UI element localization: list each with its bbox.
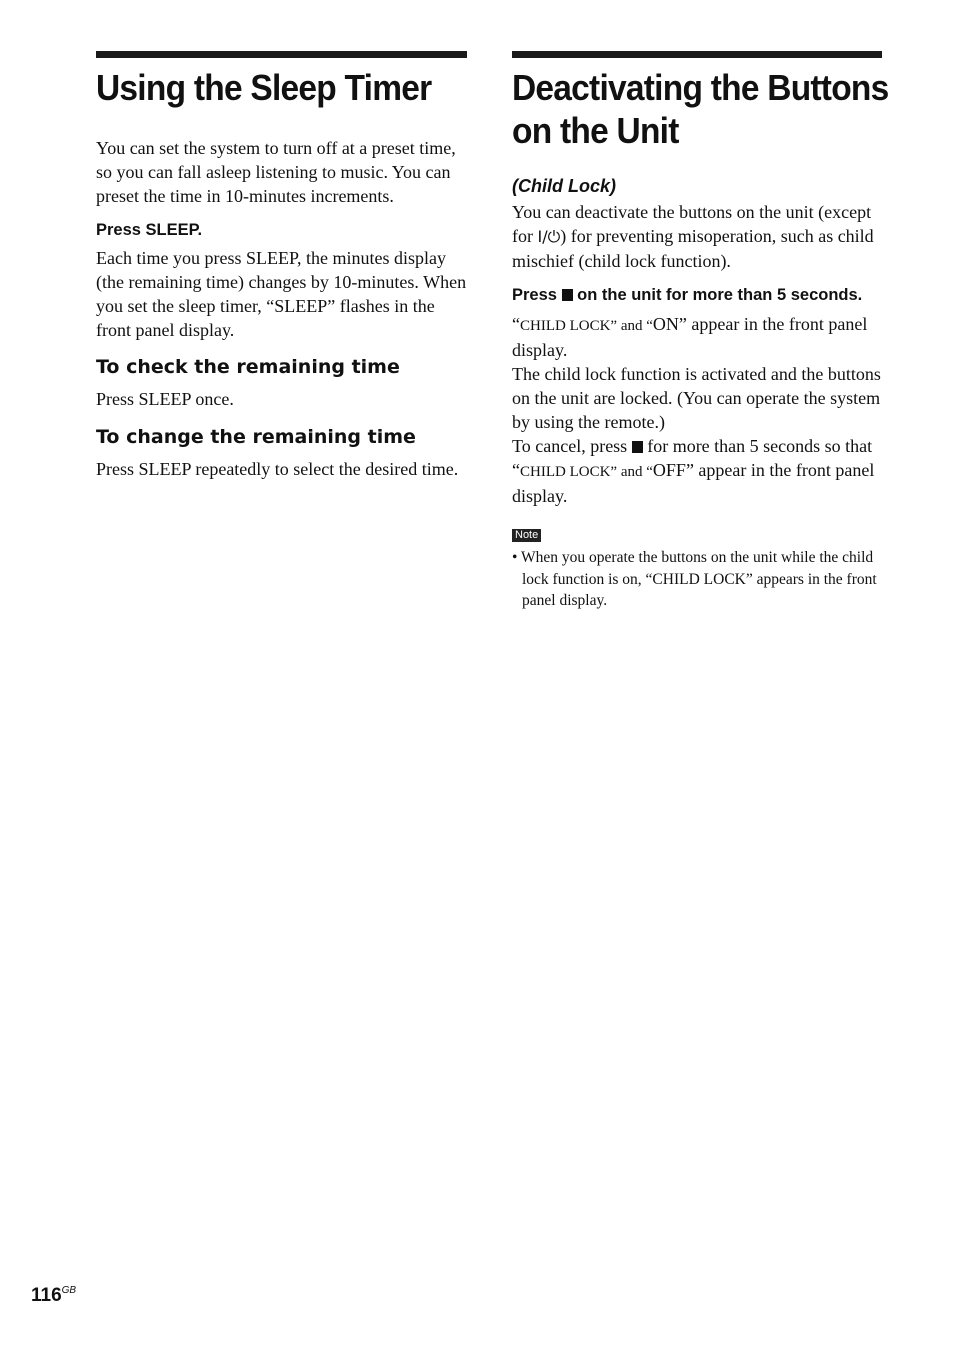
sleep-timer-intro: You can set the system to turn off at a preset time, so you can fall asleep listening to music. You can preset the time in 10-minutes increments. [96, 138, 456, 206]
child-lock-section [512, 51, 889, 612]
power-icon: I/⏻ [537, 227, 561, 246]
sleep-step-text: Each time you press SLEEP, the minutes display (the remaining time) changes by 10-minutes. When you set the sleep timer, “SLEEP” flashes in the front panel display. [96, 248, 467, 340]
note-block [512, 525, 882, 612]
step-text: Press [512, 286, 562, 304]
note-text: • When you operate the buttons on the unit while the child lock function is on, “CHILD LOCK” appears in the front panel display. [512, 549, 877, 609]
stop-icon [632, 441, 643, 453]
change-remaining-heading: To change the remaining time [96, 426, 416, 448]
intro-text-cont: ) for preventing misoperation, such as child mischief (child lock function). [512, 226, 874, 271]
and-text: ” and “ [610, 318, 653, 334]
page-number-value: 116 [31, 1285, 62, 1306]
section-rule [96, 51, 467, 58]
child-lock-intro [512, 200, 882, 273]
child-lock-step [512, 284, 882, 307]
child-lock-subtitle: (Child Lock) [512, 176, 616, 196]
sleep-step: Press SLEEP. [96, 221, 203, 239]
cancel-text-cont: for more than 5 seconds so that “ [512, 436, 873, 480]
page-number [31, 1285, 76, 1307]
appear-text: ” appear in the front panel display. [512, 460, 875, 506]
note-badge: Note [512, 529, 541, 542]
stop-icon [562, 289, 573, 301]
step-text-cont: on the unit for more than 5 seconds. [572, 286, 863, 304]
child-lock-label: CHILD LOCK [520, 464, 611, 480]
check-remaining-text: Press SLEEP once. [96, 389, 234, 409]
sleep-timer-title: Using the Sleep Timer [96, 67, 432, 108]
child-lock-on-text [512, 312, 882, 362]
child-lock-title [512, 66, 889, 152]
page-region-suffix: GB [61, 1285, 77, 1296]
child-lock-title-line2: on the Unit [512, 110, 679, 151]
cancel-text: To cancel, press [512, 436, 632, 456]
section-rule [512, 51, 882, 58]
quote: “ [512, 314, 520, 334]
child-lock-title-line1: Deactivating the Buttons [512, 67, 889, 108]
intro-text: You can deactivate the buttons on the unit (except for [512, 202, 872, 246]
sleep-timer-section [96, 51, 467, 481]
and-text: ” and “ [610, 464, 653, 480]
child-lock-activated-text: The child lock function is activated and the buttons on the unit are locked. (You can operate the system by using the remote.) [512, 364, 881, 432]
change-remaining-text: Press SLEEP repeatedly to select the desired time. [96, 459, 459, 479]
child-lock-label: CHILD LOCK [520, 318, 611, 334]
check-remaining-heading: To check the remaining time [96, 356, 400, 378]
on-label: ON [652, 314, 679, 334]
off-label: OFF [652, 460, 686, 480]
child-lock-cancel-text [512, 434, 882, 508]
appear-text: ” appear in the front panel display. [512, 314, 868, 360]
